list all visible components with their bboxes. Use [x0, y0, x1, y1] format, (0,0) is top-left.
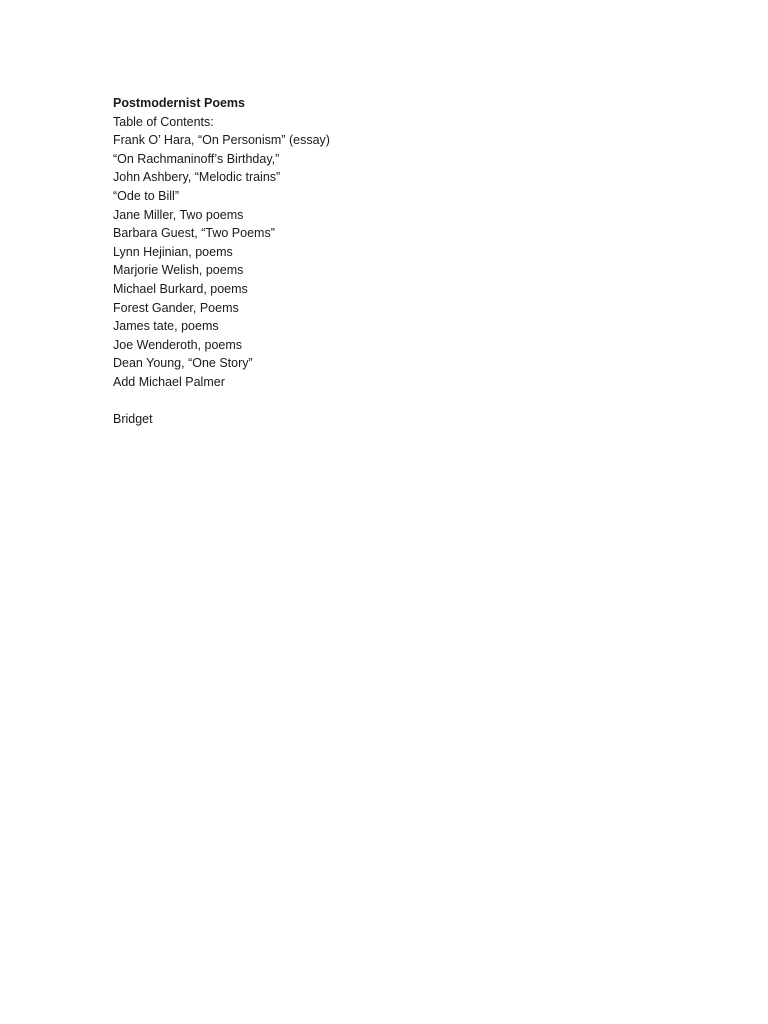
- toc-entry: John Ashbery, “Melodic trains”: [113, 170, 281, 185]
- signature: Bridget: [113, 412, 153, 427]
- toc-entry: “On Rachmaninoff’s Birthday,”: [113, 151, 280, 166]
- document-title: Postmodernist Poems: [113, 96, 245, 110]
- toc-entry: Add Michael Palmer: [113, 374, 225, 389]
- toc-entry: Frank O’ Hara, “On Personism” (essay): [113, 133, 330, 148]
- toc-entry: Jane Miller, Two poems: [113, 207, 244, 222]
- toc-entry: James tate, poems: [113, 319, 219, 334]
- toc-entry: Joe Wenderoth, poems: [113, 337, 243, 352]
- toc-entry: Forest Gander, Poems: [113, 300, 239, 315]
- toc-entry: “Ode to Bill”: [113, 188, 179, 203]
- toc-entry: Dean Young, “One Story”: [113, 356, 253, 371]
- toc-entry: Marjorie Welish, poems: [113, 263, 244, 278]
- toc-heading: Table of Contents:: [113, 114, 214, 129]
- toc-entry: Barbara Guest, “Two Poems”: [113, 226, 275, 241]
- toc-entry: Michael Burkard, poems: [113, 281, 248, 296]
- document-body: [113, 94, 673, 429]
- toc-list: [113, 131, 673, 391]
- toc-entry: Lynn Hejinian, poems: [113, 244, 233, 259]
